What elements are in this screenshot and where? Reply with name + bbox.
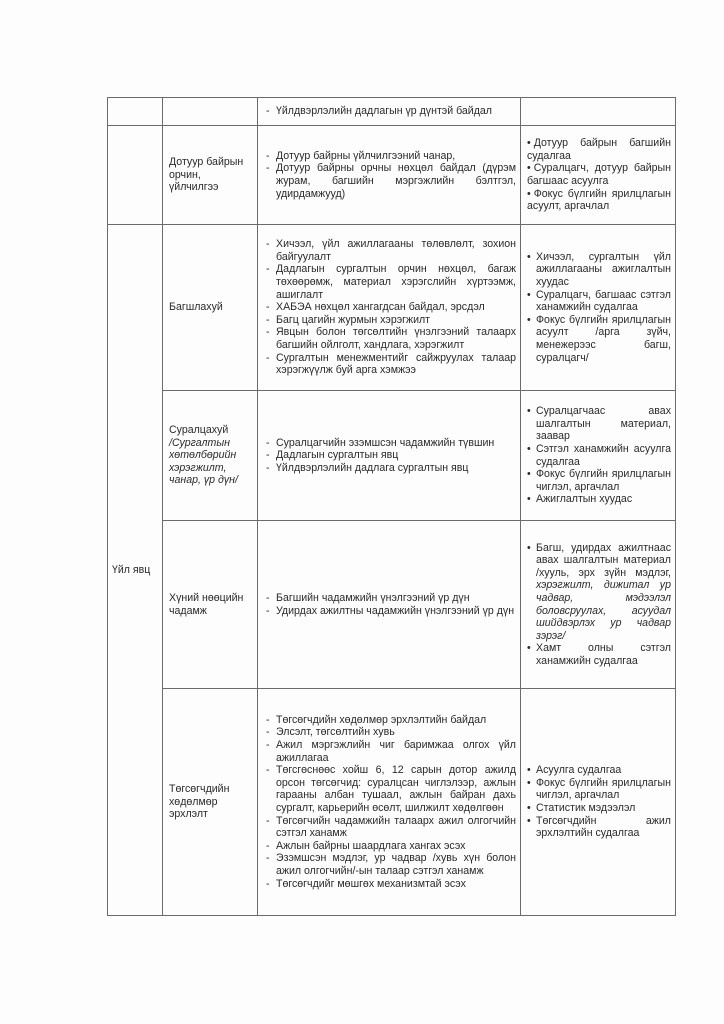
- method-item: • Ажиглалтын хуудас: [527, 493, 671, 506]
- indicator-item: - ХАБЭА нөхцөл хангагдсан байдал, эрсдэл: [264, 301, 516, 314]
- indicator-item: - Ажлын байрны шаардлага хангах эсэх: [264, 840, 516, 853]
- indicators-cell: [258, 391, 521, 521]
- methods-cell: [521, 98, 676, 126]
- indicator-item: - Удирдах ажилтны чадамжийн үнэлгээний үр дүн: [264, 605, 516, 618]
- method-item: • Сэтгэл ханамжийн асуулга судалгаа: [527, 443, 671, 468]
- indicator-item: - Эзэмшсэн мэдлэг, ур чадвар /хувь хүн болон ажил олгогчийн/-ын талаар сэтгэл ханамж: [264, 852, 516, 877]
- indicator-item: - Үйлдвэрлэлийн дадлага сургалтын явц: [264, 462, 516, 475]
- area-cell: [163, 98, 258, 126]
- indicator-item: - Хичээл, үйл ажиллагааны төлөвлөлт, зохион байгуулалт: [264, 238, 516, 263]
- table-row: [108, 126, 676, 225]
- method-item: • Фокус бүлгийн ярилцлагын чиглэл, аргачлал: [527, 777, 671, 802]
- indicator-item: - Дотуур байрны орчны нөхцөл байдал (дүрэм журам, багшийн мэргэжлийн бэлтгэл, удирдамжууд): [264, 162, 516, 200]
- area-label: Дотуур байрын орчин, үйлчилгээ: [169, 156, 244, 194]
- table-row: [108, 98, 676, 126]
- method-item: • Суралцагч, дотуур байрын багшаас асуулга: [527, 162, 671, 187]
- indicator-item: - Ажил мэргэжлийн чиг баримжаа олгох үйл ажиллагаа: [264, 739, 516, 764]
- table-row: [108, 521, 676, 689]
- indicator-item: - Сургалтын менежментийг сайжруулах талаар хэрэгжүүлж буй арга хэмжээ: [264, 352, 516, 377]
- method-item: • Хичээл, сургалтын үйл ажиллагааны ажиглалтын хуудас: [527, 251, 671, 289]
- indicators-cell: [258, 689, 521, 916]
- category-label: Үйл явц: [112, 563, 151, 576]
- methods-cell: [521, 126, 676, 225]
- method-item: • Асуулга судалгаа: [527, 764, 671, 777]
- indicator-item: - Төгсөгчдийг мөшгөх механизмтай эсэх: [264, 878, 516, 891]
- indicators-cell: [258, 126, 521, 225]
- area-label: Төгсөгчдийн хөдөлмөр эрхлэлт: [169, 783, 230, 821]
- indicators-cell: [258, 225, 521, 391]
- evaluation-table: [107, 97, 676, 916]
- method-item: • Хамт олны сэтгэл ханамжийн судалгаа: [527, 642, 671, 667]
- indicator-item: - Элсэлт, төгсөлтийн хувь: [264, 726, 516, 739]
- area-label: Хүний нөөцийн чадамж: [169, 591, 244, 617]
- area-cell: [163, 521, 258, 689]
- indicators-cell: [258, 521, 521, 689]
- method-item: • Дотуур байрын багшийн судалгаа: [527, 137, 671, 162]
- indicator-item: - Дадлагын сургалтын явц: [264, 449, 516, 462]
- area-cell: [163, 225, 258, 391]
- indicator-item: - Дотуур байрны үйлчилгээний чанар,: [264, 150, 516, 163]
- area-note: /Сургалтын хөтөлбөрийн хэрэгжилт, чанар, үр дүн/: [169, 436, 238, 487]
- method-item: • Төгсөгчдийн ажил эрхлэлтийн судалгаа: [527, 815, 671, 840]
- area-label: Суралцахуй: [169, 424, 229, 437]
- method-item: • Суралцагчаас авах шалгалтын материал, заавар: [527, 405, 671, 443]
- category-cell: [108, 126, 163, 225]
- methods-cell: [521, 391, 676, 521]
- indicator-item: - Явцын болон төгсөлтийн үнэлгээний талаарх багшийн ойлголт, хандлага, хэрэгжилт: [264, 326, 516, 351]
- method-item: • Статистик мэдээлэл: [527, 802, 671, 815]
- method-item: • Фокус бүлгийн ярилцлагын чиглэл, аргачлал: [527, 468, 671, 493]
- area-cell: [163, 689, 258, 916]
- area-cell: [163, 391, 258, 521]
- table-row: [108, 225, 676, 391]
- indicator-item: - Багшийн чадамжийн үнэлгээний үр дүн: [264, 592, 516, 605]
- indicator-item: - Үйлдвэрлэлийн дадлагын үр дүнтэй байдал: [264, 105, 516, 118]
- area-label: Багшлахуй: [169, 301, 223, 314]
- table-row: [108, 391, 676, 521]
- method-item: • Фокус бүлгийн ярилцлагын асуулт /арга зүйч, менежерээс багш, суралцагч/: [527, 314, 671, 364]
- method-item: • Суралцагч, багшаас сэтгэл ханамжийн судалгаа: [527, 289, 671, 314]
- indicator-item: - Төгсөгчийн чадамжийн талаарх ажил олгогчийн сэтгэл ханамж: [264, 815, 516, 840]
- indicator-item: - Багц цагийн журмын хэрэгжилт: [264, 314, 516, 327]
- method-item: [527, 542, 671, 643]
- method-text-italic: хэрэгжилт, дижитал ур чадвар, мэдээлэл боловсруулах, асуудал шийдвэрлэх ур чадвар зэрэг/: [536, 579, 671, 642]
- indicator-item: - Дадлагын сургалтын орчин нөхцөл, багаж төхөөрөмж, материал хэрэгслийн хүртээмж, ашиглалт: [264, 263, 516, 301]
- methods-cell: [521, 521, 676, 689]
- indicator-item: - Төгсгөснөөс хойш 6, 12 сарын дотор ажилд орсон төгсөгчид: суралцсан чиглэлээр, ажлын гарааны албан тушаал, ажлын байран дахь сургалт, карьерийн өсөлт, шилжилт хөдөлгөөн: [264, 764, 516, 814]
- indicator-item: - Суралцагчийн эзэмшсэн чадамжийн түвшин: [264, 437, 516, 450]
- area-cell: [163, 126, 258, 225]
- methods-cell: [521, 689, 676, 916]
- method-item: • Фокус бүлгийн ярилцлагын асуулт, аргачлал: [527, 188, 671, 213]
- method-text: Багш, удирдах ажилтнаас авах шалгалтын материал /хууль, эрх зүйн мэдлэг,: [536, 541, 671, 579]
- indicator-item: - Төгсөгчдийн хөдөлмөр эрхлэлтийн байдал: [264, 714, 516, 727]
- table-row: [108, 689, 676, 916]
- methods-cell: [521, 225, 676, 391]
- indicators-cell: [258, 98, 521, 126]
- category-cell: [108, 98, 163, 126]
- category-cell: [108, 225, 163, 916]
